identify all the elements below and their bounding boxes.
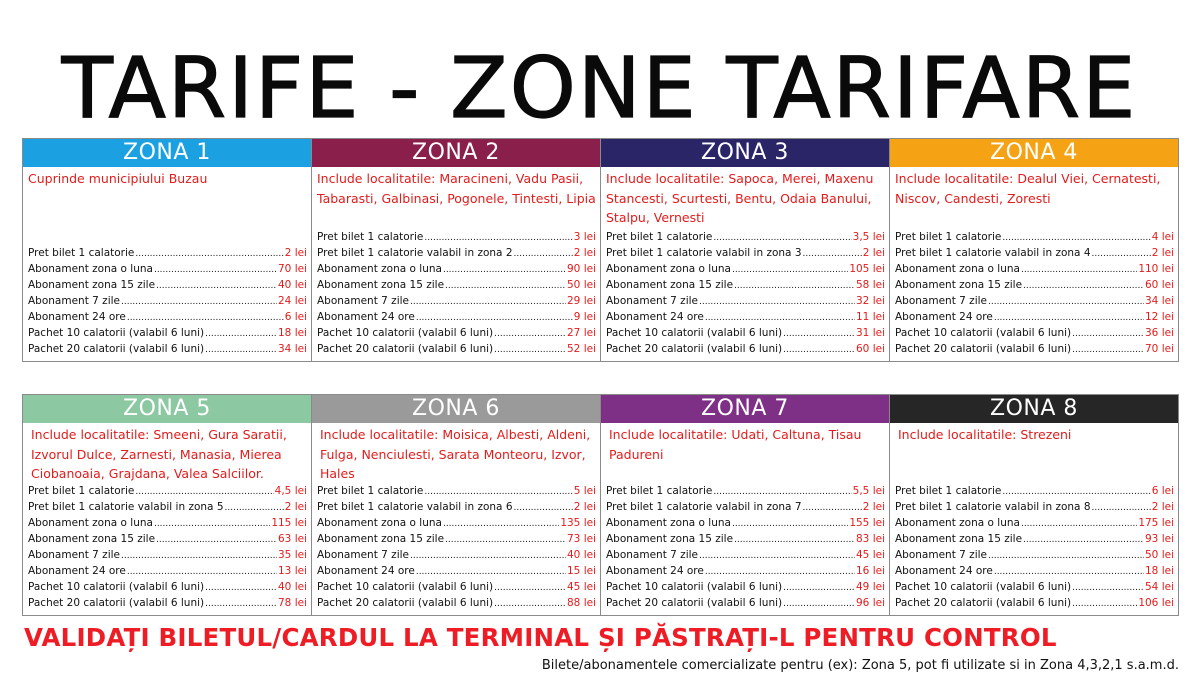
dot-leader xyxy=(994,311,1144,326)
dot-leader xyxy=(205,327,277,342)
dot-leader xyxy=(1072,343,1144,358)
price-value: 29 lei xyxy=(567,295,596,307)
price-label: Abonament 7 zile xyxy=(317,549,409,561)
price-value: 50 lei xyxy=(1145,549,1174,561)
price-row xyxy=(28,294,307,310)
price-row xyxy=(895,580,1174,596)
page-title: TARIFE - ZONE TARIFARE xyxy=(61,39,1138,137)
price-label: Abonament zona 15 zile xyxy=(606,279,734,291)
price-row xyxy=(28,596,307,612)
dot-leader xyxy=(121,295,277,310)
price-row xyxy=(606,326,885,342)
price-value: 12 lei xyxy=(1145,311,1174,323)
price-list xyxy=(606,484,885,612)
price-label: Pret bilet 1 calatorie valabil in zona 2 xyxy=(317,247,513,259)
dot-leader xyxy=(445,533,566,548)
dot-leader xyxy=(803,247,862,262)
price-row xyxy=(317,262,596,278)
price-value: 40 lei xyxy=(278,279,307,291)
dot-leader xyxy=(1092,247,1151,262)
price-row xyxy=(317,310,596,326)
price-row xyxy=(28,262,307,278)
price-row xyxy=(28,564,307,580)
dot-leader xyxy=(1002,231,1150,246)
zone-localities: Include localitatile: Dealul Viei, Cernatesti, Niscov, Candesti, Zoresti xyxy=(895,171,1161,206)
zone-card-3 xyxy=(600,138,890,362)
price-row xyxy=(895,294,1174,310)
dot-leader xyxy=(1023,533,1144,548)
dot-leader xyxy=(1021,517,1137,532)
zone-card-5 xyxy=(22,394,312,616)
price-label: Abonament zona 15 zile xyxy=(28,533,156,545)
price-label: Pret bilet 1 calatorie xyxy=(895,485,1002,497)
dot-leader xyxy=(416,565,566,580)
price-list xyxy=(895,230,1174,358)
price-row xyxy=(28,246,307,262)
price-label: Abonament zona o luna xyxy=(606,517,731,529)
price-row xyxy=(317,532,596,548)
dot-leader xyxy=(156,533,277,548)
zone-card-1 xyxy=(22,138,312,362)
price-value: 58 lei xyxy=(856,279,885,291)
price-value: 70 lei xyxy=(278,263,307,275)
price-row xyxy=(895,262,1174,278)
dot-leader xyxy=(734,533,855,548)
price-value: 2 lei xyxy=(573,501,596,513)
price-label: Pret bilet 1 calatorie xyxy=(606,231,713,243)
dot-leader xyxy=(988,295,1144,310)
price-label: Abonament 7 zile xyxy=(28,295,120,307)
price-value: 45 lei xyxy=(856,549,885,561)
price-label: Pachet 10 calatorii (valabil 6 luni) xyxy=(317,327,494,339)
dot-leader xyxy=(494,581,566,596)
price-label: Pachet 10 calatorii (valabil 6 luni) xyxy=(317,581,494,593)
price-row xyxy=(895,310,1174,326)
dot-leader xyxy=(783,343,855,358)
price-row xyxy=(28,580,307,596)
zone-localities: Include localitatile: Udati, Caltuna, Tisau Padureni xyxy=(609,427,862,462)
price-label: Pachet 20 calatorii (valabil 6 luni) xyxy=(895,343,1072,355)
dot-leader xyxy=(1072,597,1137,612)
zone-card-7 xyxy=(600,394,890,616)
dot-leader xyxy=(783,581,855,596)
price-value: 45 lei xyxy=(567,581,596,593)
price-label: Pachet 10 calatorii (valabil 6 luni) xyxy=(606,581,783,593)
price-value: 78 lei xyxy=(278,597,307,609)
price-row xyxy=(606,262,885,278)
price-value: 36 lei xyxy=(1145,327,1174,339)
price-row xyxy=(606,516,885,532)
price-label: Pret bilet 1 calatorie xyxy=(28,247,135,259)
price-value: 13 lei xyxy=(278,565,307,577)
price-label: Abonament zona o luna xyxy=(28,263,153,275)
price-value: 155 lei xyxy=(849,517,885,529)
dot-leader xyxy=(514,247,573,262)
zone-localities: Include localitatile: Maracineni, Vadu Pasii, Tabarasti, Galbinasi, Pogonele, Tintesti, Lipia xyxy=(317,171,596,206)
price-row xyxy=(317,484,596,500)
price-label: Pret bilet 1 calatorie xyxy=(606,485,713,497)
price-list xyxy=(28,484,307,612)
dot-leader xyxy=(713,485,851,500)
price-label: Abonament zona o luna xyxy=(895,263,1020,275)
price-row xyxy=(895,564,1174,580)
price-value: 2 lei xyxy=(862,501,885,513)
zone-card-8 xyxy=(889,394,1179,616)
price-value: 40 lei xyxy=(278,581,307,593)
dot-leader xyxy=(154,263,277,278)
price-label: Pret bilet 1 calatorie xyxy=(895,231,1002,243)
dot-leader xyxy=(1023,279,1144,294)
price-value: 135 lei xyxy=(560,517,596,529)
price-label: Pret bilet 1 calatorie xyxy=(317,231,424,243)
price-label: Pachet 10 calatorii (valabil 6 luni) xyxy=(606,327,783,339)
price-row xyxy=(28,326,307,342)
dot-leader xyxy=(205,597,277,612)
price-row xyxy=(895,596,1174,612)
price-value: 60 lei xyxy=(856,343,885,355)
price-label: Pret bilet 1 calatorie xyxy=(317,485,424,497)
dot-leader xyxy=(732,517,848,532)
dot-leader xyxy=(127,311,284,326)
price-value: 2 lei xyxy=(1151,247,1174,259)
price-row xyxy=(28,500,307,516)
dot-leader xyxy=(1002,485,1150,500)
dot-leader xyxy=(713,231,851,246)
price-value: 31 lei xyxy=(856,327,885,339)
price-list xyxy=(317,484,596,612)
price-label: Pret bilet 1 calatorie valabil in zona 5 xyxy=(28,501,224,513)
price-value: 40 lei xyxy=(567,549,596,561)
zone-localities: Include localitatile: Moisica, Albesti, Aldeni, Fulga, Nenciulesti, Sarata Monteoru, Izvor, Hales xyxy=(320,427,591,481)
price-row xyxy=(895,230,1174,246)
price-value: 60 lei xyxy=(1145,279,1174,291)
price-value: 15 lei xyxy=(567,565,596,577)
dot-leader xyxy=(699,295,855,310)
price-value: 2 lei xyxy=(284,247,307,259)
price-row xyxy=(895,500,1174,516)
dot-leader xyxy=(494,343,566,358)
price-row xyxy=(606,230,885,246)
price-value: 90 lei xyxy=(567,263,596,275)
dot-leader xyxy=(734,279,855,294)
price-label: Pachet 10 calatorii (valabil 6 luni) xyxy=(28,581,205,593)
price-value: 93 lei xyxy=(1145,533,1174,545)
price-row xyxy=(606,580,885,596)
price-value: 2 lei xyxy=(284,501,307,513)
price-label: Abonament zona 15 zile xyxy=(606,533,734,545)
dot-leader xyxy=(783,327,855,342)
price-row xyxy=(895,548,1174,564)
price-label: Abonament 24 ore xyxy=(895,311,993,323)
price-label: Pachet 20 calatorii (valabil 6 luni) xyxy=(28,597,205,609)
price-row xyxy=(317,294,596,310)
price-value: 6 lei xyxy=(284,311,307,323)
zone-header: ZONA 4 xyxy=(890,139,1178,167)
price-value: 4,5 lei xyxy=(274,485,307,497)
zone-localities: Include localitatile: Sapoca, Merei, Maxenu Stancesti, Scurtesti, Bentu, Odaia Banului, Stalpu, Vernesti xyxy=(606,171,874,225)
price-label: Abonament 7 zile xyxy=(606,295,698,307)
dot-leader xyxy=(803,501,862,516)
price-row xyxy=(317,230,596,246)
dot-leader xyxy=(1072,581,1144,596)
price-label: Abonament 24 ore xyxy=(317,565,415,577)
dot-leader xyxy=(994,565,1144,580)
price-value: 70 lei xyxy=(1145,343,1174,355)
price-label: Pachet 20 calatorii (valabil 6 luni) xyxy=(317,343,494,355)
price-value: 96 lei xyxy=(856,597,885,609)
price-label: Abonament zona 15 zile xyxy=(28,279,156,291)
price-label: Abonament 7 zile xyxy=(606,549,698,561)
price-value: 3 lei xyxy=(573,231,596,243)
price-row xyxy=(606,246,885,262)
price-value: 35 lei xyxy=(278,549,307,561)
price-row xyxy=(895,246,1174,262)
price-label: Abonament 24 ore xyxy=(28,311,126,323)
price-label: Pachet 10 calatorii (valabil 6 luni) xyxy=(28,327,205,339)
price-label: Pret bilet 1 calatorie valabil in zona 7 xyxy=(606,501,802,513)
price-row xyxy=(317,580,596,596)
price-value: 4 lei xyxy=(1151,231,1174,243)
price-label: Abonament 24 ore xyxy=(895,565,993,577)
dot-leader xyxy=(443,263,566,278)
dot-leader xyxy=(424,485,572,500)
price-row xyxy=(317,278,596,294)
dot-leader xyxy=(699,549,855,564)
price-label: Abonament 24 ore xyxy=(317,311,415,323)
price-label: Abonament 7 zile xyxy=(28,549,120,561)
price-label: Abonament 24 ore xyxy=(28,565,126,577)
zone-localities: Include localitatile: Smeeni, Gura Saratii, Izvorul Dulce, Zarnesti, Manasia, Mierea Ciobanoaia, Grajdana, Valea Salciilor. xyxy=(31,427,287,481)
price-label: Abonament zona o luna xyxy=(317,263,442,275)
price-label: Abonament zona 15 zile xyxy=(317,279,445,291)
price-value: 2 lei xyxy=(573,247,596,259)
dot-leader xyxy=(705,311,855,326)
price-value: 54 lei xyxy=(1145,581,1174,593)
dot-leader xyxy=(443,517,559,532)
price-row xyxy=(317,500,596,516)
price-value: 11 lei xyxy=(856,311,885,323)
price-label: Pret bilet 1 calatorie xyxy=(28,485,135,497)
price-value: 106 lei xyxy=(1138,597,1174,609)
price-label: Abonament 7 zile xyxy=(317,295,409,307)
dot-leader xyxy=(1092,501,1151,516)
price-row xyxy=(317,548,596,564)
price-value: 5 lei xyxy=(573,485,596,497)
price-value: 27 lei xyxy=(567,327,596,339)
price-row xyxy=(28,310,307,326)
price-row xyxy=(606,294,885,310)
dot-leader xyxy=(410,295,566,310)
price-label: Pret bilet 1 calatorie valabil in zona 4 xyxy=(895,247,1091,259)
dot-leader xyxy=(424,231,572,246)
price-row xyxy=(317,516,596,532)
price-row xyxy=(895,326,1174,342)
price-value: 52 lei xyxy=(567,343,596,355)
price-label: Abonament zona 15 zile xyxy=(895,279,1023,291)
price-value: 34 lei xyxy=(1145,295,1174,307)
dot-leader xyxy=(410,549,566,564)
price-label: Pachet 10 calatorii (valabil 6 luni) xyxy=(895,327,1072,339)
zones-row-1 xyxy=(22,138,1179,362)
price-row xyxy=(895,484,1174,500)
price-row xyxy=(895,342,1174,358)
zone-header: ZONA 3 xyxy=(601,139,889,167)
zone-header: ZONA 2 xyxy=(312,139,600,167)
dot-leader xyxy=(121,549,277,564)
dot-leader xyxy=(494,327,566,342)
price-label: Pret bilet 1 calatorie valabil in zona 8 xyxy=(895,501,1091,513)
price-value: 18 lei xyxy=(1145,565,1174,577)
price-value: 32 lei xyxy=(856,295,885,307)
price-label: Abonament zona o luna xyxy=(28,517,153,529)
price-list xyxy=(606,230,885,358)
price-label: Pachet 20 calatorii (valabil 6 luni) xyxy=(606,343,783,355)
price-value: 16 lei xyxy=(856,565,885,577)
price-label: Abonament 24 ore xyxy=(606,311,704,323)
dot-leader xyxy=(988,549,1144,564)
price-list xyxy=(317,230,596,358)
price-label: Pachet 10 calatorii (valabil 6 luni) xyxy=(895,581,1072,593)
price-row xyxy=(606,278,885,294)
price-row xyxy=(606,500,885,516)
price-value: 2 lei xyxy=(862,247,885,259)
zone-header: ZONA 1 xyxy=(23,139,311,167)
price-label: Pret bilet 1 calatorie valabil in zona 6 xyxy=(317,501,513,513)
dot-leader xyxy=(416,311,573,326)
price-label: Pachet 20 calatorii (valabil 6 luni) xyxy=(317,597,494,609)
price-list xyxy=(895,484,1174,612)
price-row xyxy=(317,596,596,612)
dot-leader xyxy=(1072,327,1144,342)
zone-card-4 xyxy=(889,138,1179,362)
dot-leader xyxy=(732,263,848,278)
price-value: 3,5 lei xyxy=(852,231,885,243)
price-value: 105 lei xyxy=(849,263,885,275)
price-value: 49 lei xyxy=(856,581,885,593)
zone-header: ZONA 8 xyxy=(890,395,1178,423)
zone-header: ZONA 6 xyxy=(312,395,600,423)
zones-row-2 xyxy=(22,394,1179,616)
price-row xyxy=(317,564,596,580)
zone-header: ZONA 7 xyxy=(601,395,889,423)
price-value: 18 lei xyxy=(278,327,307,339)
dot-leader xyxy=(494,597,566,612)
price-row xyxy=(317,342,596,358)
dot-leader xyxy=(225,501,284,516)
price-value: 83 lei xyxy=(856,533,885,545)
dot-leader xyxy=(127,565,277,580)
price-row xyxy=(28,484,307,500)
price-value: 63 lei xyxy=(278,533,307,545)
validation-notice: VALIDAȚI BILETUL/CARDUL LA TERMINAL ȘI PĂSTRAȚI-L PENTRU CONTROL xyxy=(24,623,1057,652)
price-row xyxy=(28,516,307,532)
price-value: 9 lei xyxy=(573,311,596,323)
price-row xyxy=(28,278,307,294)
price-row xyxy=(28,532,307,548)
zone-card-2 xyxy=(311,138,601,362)
price-row xyxy=(895,532,1174,548)
price-value: 73 lei xyxy=(567,533,596,545)
price-value: 88 lei xyxy=(567,597,596,609)
dot-leader xyxy=(783,597,855,612)
dot-leader xyxy=(205,581,277,596)
dot-leader xyxy=(705,565,855,580)
zone-header: ZONA 5 xyxy=(23,395,311,423)
price-row xyxy=(606,596,885,612)
price-value: 6 lei xyxy=(1151,485,1174,497)
price-label: Abonament zona 15 zile xyxy=(895,533,1023,545)
price-row xyxy=(317,246,596,262)
price-value: 5,5 lei xyxy=(852,485,885,497)
price-label: Abonament 24 ore xyxy=(606,565,704,577)
dot-leader xyxy=(154,517,270,532)
price-label: Pachet 20 calatorii (valabil 6 luni) xyxy=(895,597,1072,609)
price-label: Pachet 20 calatorii (valabil 6 luni) xyxy=(28,343,205,355)
price-label: Abonament zona 15 zile xyxy=(317,533,445,545)
dot-leader xyxy=(205,343,277,358)
dot-leader xyxy=(445,279,566,294)
price-row xyxy=(28,342,307,358)
price-row xyxy=(606,310,885,326)
dot-leader xyxy=(135,247,283,262)
price-label: Abonament 7 zile xyxy=(895,549,987,561)
price-row xyxy=(606,342,885,358)
price-row xyxy=(317,326,596,342)
price-value: 24 lei xyxy=(278,295,307,307)
price-value: 2 lei xyxy=(1151,501,1174,513)
price-row xyxy=(895,278,1174,294)
price-label: Abonament zona o luna xyxy=(606,263,731,275)
zone-localities: Include localitatile: Strezeni xyxy=(898,427,1072,442)
price-row xyxy=(606,564,885,580)
price-row xyxy=(606,484,885,500)
zone-localities: Cuprinde municipiului Buzau xyxy=(28,171,208,186)
dot-leader xyxy=(135,485,273,500)
price-value: 110 lei xyxy=(1138,263,1174,275)
price-row xyxy=(606,532,885,548)
zone-validity-note: Bilete/abonamentele comercializate pentru (ex): Zona 5, pot fi utilizate si in Zona 4,3,2,1 s.a.m.d. xyxy=(541,658,1179,673)
dot-leader xyxy=(1021,263,1137,278)
price-value: 34 lei xyxy=(278,343,307,355)
price-label: Abonament 7 zile xyxy=(895,295,987,307)
dot-leader xyxy=(514,501,573,516)
price-row xyxy=(895,516,1174,532)
price-label: Pret bilet 1 calatorie valabil in zona 3 xyxy=(606,247,802,259)
price-label: Pachet 20 calatorii (valabil 6 luni) xyxy=(606,597,783,609)
price-label: Abonament zona o luna xyxy=(895,517,1020,529)
price-row xyxy=(606,548,885,564)
price-value: 175 lei xyxy=(1138,517,1174,529)
price-label: Abonament zona o luna xyxy=(317,517,442,529)
price-value: 115 lei xyxy=(271,517,307,529)
dot-leader xyxy=(156,279,277,294)
price-value: 50 lei xyxy=(567,279,596,291)
price-list xyxy=(28,246,307,358)
price-row xyxy=(28,548,307,564)
zone-card-6 xyxy=(311,394,601,616)
